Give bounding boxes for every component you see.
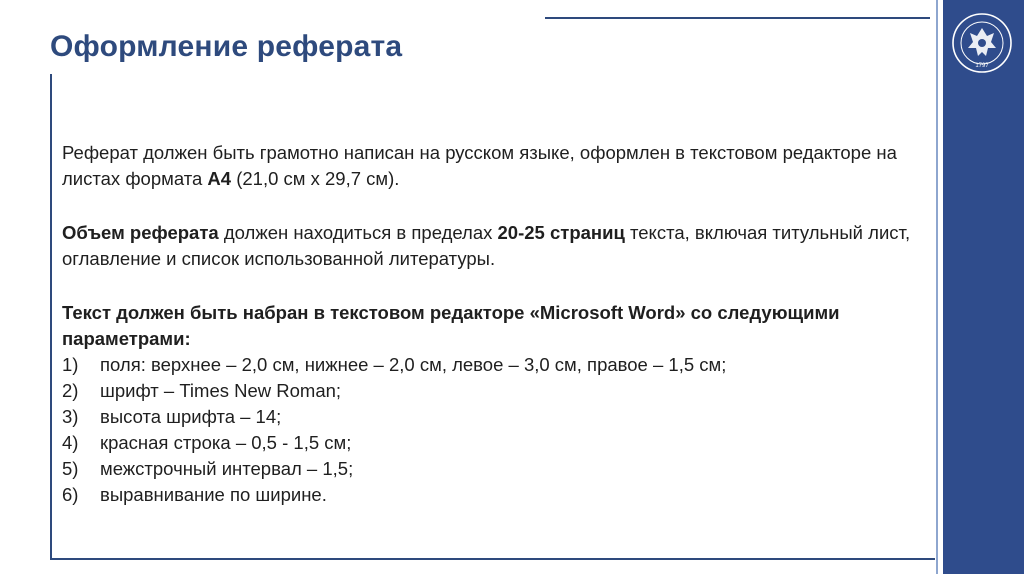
university-seal-icon	[951, 12, 1013, 74]
list-item: 3) высота шрифта – 14;	[62, 406, 282, 427]
top-divider	[545, 17, 930, 19]
right-side-panel	[943, 0, 1024, 574]
list-item: 5) межстрочный интервал – 1,5;	[62, 458, 354, 479]
bottom-divider	[50, 558, 935, 560]
list-item: 6) выравнивание по ширине.	[62, 484, 327, 505]
list-item: 4) красная строка – 0,5 - 1,5 см;	[62, 432, 352, 453]
para1-text1: Реферат должен быть грамотно написан на русском языке, оформлен в текстовом редакторе на листах формата	[62, 142, 897, 189]
slide-title: Оформление реферата	[50, 30, 403, 63]
para2-text1: должен находиться в пределах	[218, 222, 498, 243]
para2-bold-pages: 20-25 страниц	[497, 222, 625, 243]
para1-bold-format: А4	[207, 168, 232, 189]
list-item: 1) поля: верхнее – 2,0 см, нижнее – 2,0 см, левое – 3,0 см, правое – 1,5 см;	[62, 354, 727, 375]
list-item: 2) шрифт – Times New Roman;	[62, 380, 342, 401]
para2-bold-volume: Объем реферата	[62, 222, 219, 243]
para1-text2: (21,0 см х 29,7 см).	[231, 168, 400, 189]
panel-divider	[936, 0, 938, 574]
paragraph-format	[62, 140, 932, 192]
parameters-heading: Текст должен быть набран в текстовом редакторе «Microsoft Word» со следующими параметрами:	[62, 302, 840, 349]
paragraph-volume	[62, 220, 932, 272]
seal-year: 1797	[975, 63, 989, 69]
slide-body	[62, 140, 932, 508]
parameters-list	[62, 352, 932, 508]
para2-text2: текста, включая титульный лист, оглавление и список использованной литературы.	[62, 222, 911, 269]
left-divider	[50, 74, 52, 559]
